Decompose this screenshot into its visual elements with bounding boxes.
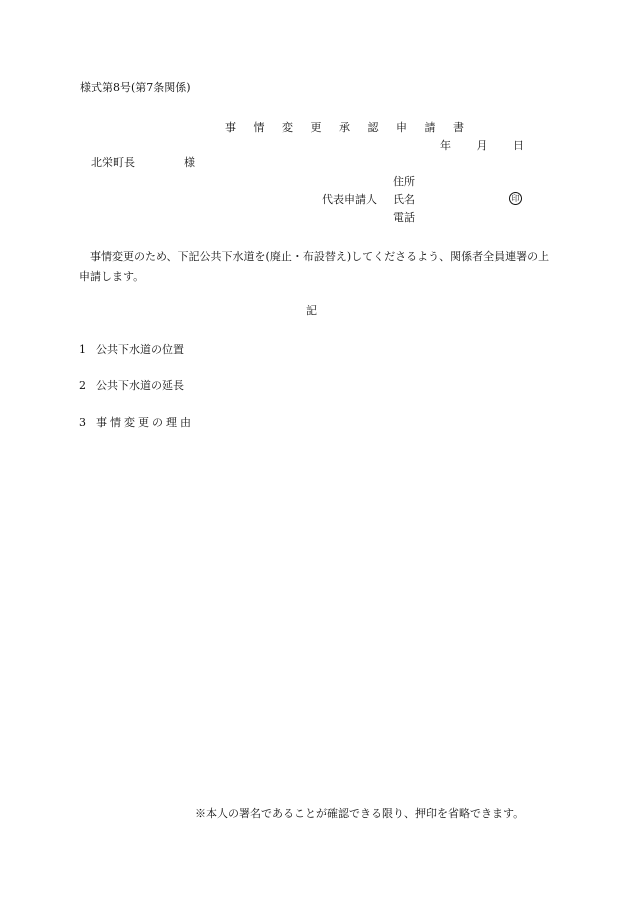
item-text: 事情変更の理由 bbox=[96, 416, 194, 429]
form-number: 様式第8号(第7条関係) bbox=[80, 81, 191, 94]
list-item bbox=[79, 417, 194, 428]
item-number: 3 bbox=[79, 416, 86, 429]
name-label: 氏名 bbox=[393, 193, 415, 206]
date-day-label: 日 bbox=[513, 139, 524, 152]
body-paragraph: 事情変更のため、下記公共下水道を(廃止・布設替え)してくださるよう、関係者全員連署の上申請します。 bbox=[79, 250, 550, 283]
addressee-honorific: 様 bbox=[184, 156, 195, 169]
phone-label: 電話 bbox=[393, 211, 415, 224]
item-text: 公共下水道の延長 bbox=[96, 379, 184, 392]
addressee-name: 北栄町長 bbox=[91, 156, 135, 169]
item-text: 公共下水道の位置 bbox=[96, 343, 184, 356]
date-year-label: 年 bbox=[440, 139, 451, 152]
applicant-role: 代表申請人 bbox=[322, 193, 377, 206]
ki-heading: 記 bbox=[306, 304, 317, 317]
seal-mark: 印 bbox=[509, 192, 522, 205]
item-number: 2 bbox=[79, 379, 86, 392]
list-item bbox=[79, 344, 184, 355]
date-line bbox=[440, 140, 524, 151]
item-number: 1 bbox=[79, 343, 86, 356]
footnote: ※本人の署名であることが確認できる限り、押印を省略できます。 bbox=[195, 807, 525, 820]
date-month-label: 月 bbox=[476, 139, 488, 152]
document-title: 事 情 変 更 承 認 申 請 書 bbox=[225, 121, 471, 134]
address-label: 住所 bbox=[393, 175, 415, 188]
list-item bbox=[79, 380, 184, 391]
